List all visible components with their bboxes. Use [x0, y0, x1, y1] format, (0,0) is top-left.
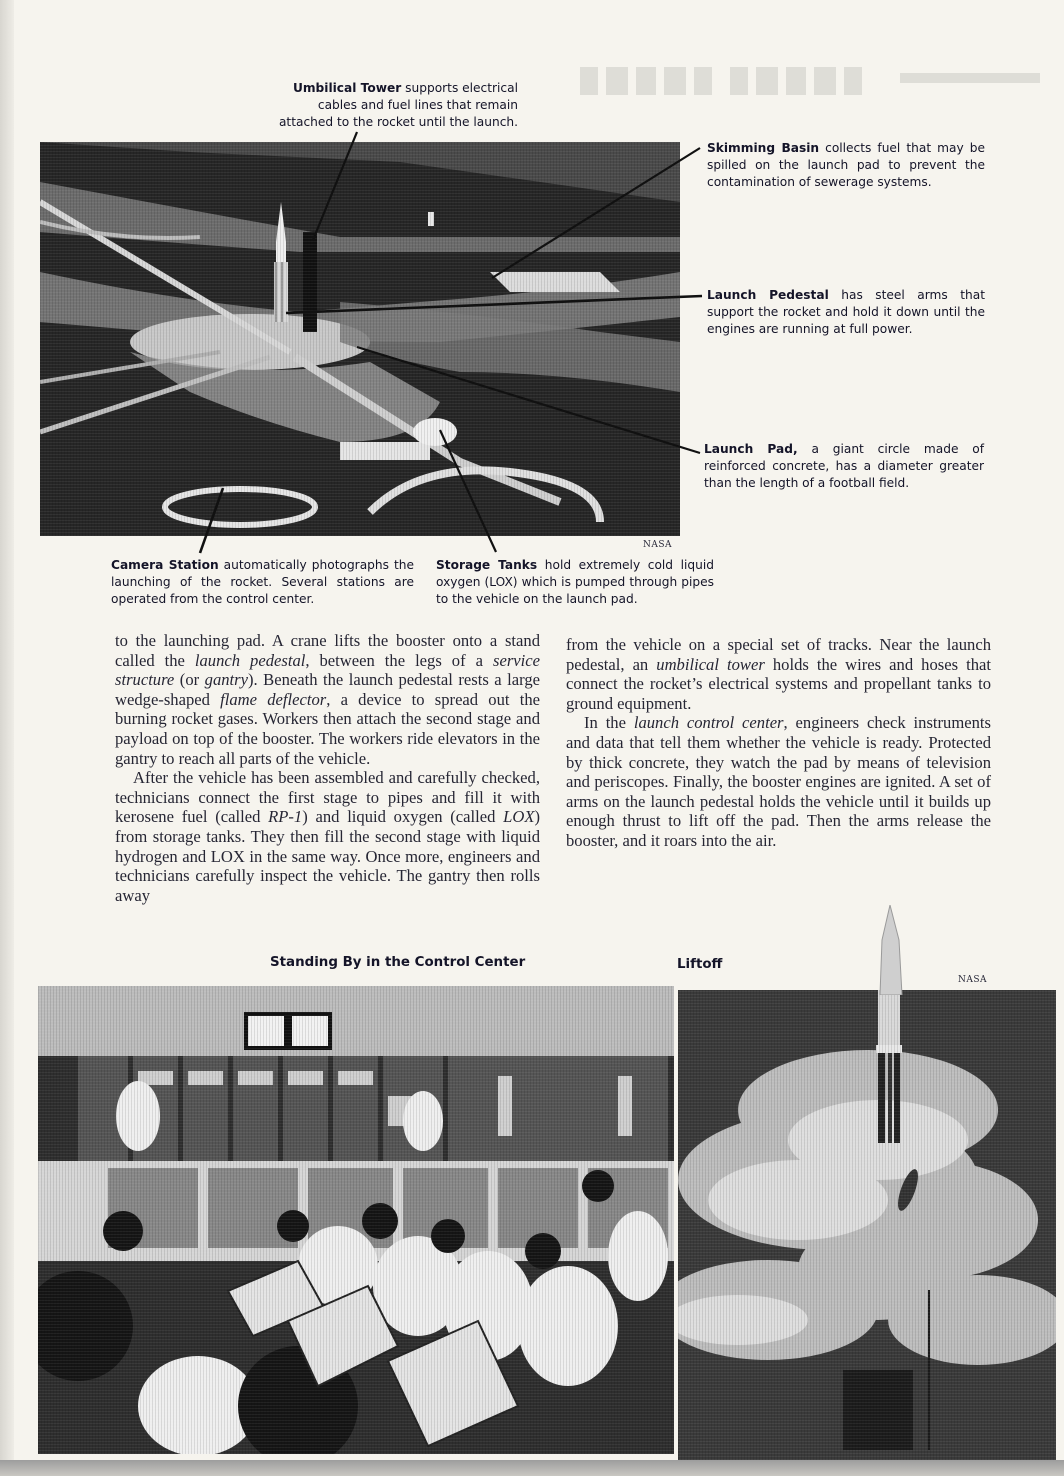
text-run: , a device to spread out the burning rocket gases. Workers then attach the second stage and payload on top of the booster. The workers ride elevators in the gantry to reach all parts of the vehicle.: [115, 689, 540, 768]
callout-umbilical-tower: [262, 80, 518, 131]
liftoff-photo-credit: NASA: [958, 975, 988, 985]
callout-text: has steel arms that support the rocket and hold it down until the engines are running at full power.: [707, 288, 985, 336]
italic-term: service structure: [115, 650, 540, 690]
article-paragraph: [115, 631, 540, 768]
liftoff-photo-title: Liftoff: [677, 957, 723, 972]
italic-term: gantry: [204, 670, 248, 690]
text-run: After the vehicle has been assembled and carefully checked, technicians connect the first stage to pipes and fill it with kerosene fuel (called: [115, 768, 540, 827]
article-paragraph: [566, 713, 991, 850]
text-run: ) from storage tanks. They then fill the second stage with liquid hydrogen and LOX in the same way. Once more, engineers and technicians carefully inspect the vehicle. The gantry then rolls away: [115, 807, 541, 905]
callout-text: supports electrical cables and fuel lines that remain attached to the rocket until the launch.: [278, 81, 518, 129]
callout-term: Skimming Basin: [707, 141, 820, 155]
article-paragraph: [115, 768, 540, 905]
italic-term: flame deflector: [220, 689, 327, 709]
text-run: ) and liquid oxygen (called: [302, 807, 504, 827]
callout-text: collects fuel that may be spilled on the launch pad to prevent the contamination of sewerage systems.: [707, 141, 985, 189]
callout-term: Storage Tanks: [436, 558, 538, 572]
callout-text: a giant circle made of reinforced concrete, has a diameter greater than the length of a football field.: [704, 442, 985, 490]
callout-text: hold extremely cold liquid oxygen (LOX) which is pumped through pipes to the vehicle on the launch pad.: [436, 558, 714, 606]
callout-camera-station: [111, 557, 414, 608]
italic-term: launch control center: [633, 713, 784, 733]
callout-term: Camera Station: [111, 558, 219, 572]
photo-credit: NASA: [643, 540, 673, 550]
callout-skimming-basin: [707, 140, 985, 191]
article-left-column: [115, 631, 540, 905]
text-run: (or: [174, 670, 205, 690]
italic-term: umbilical tower: [656, 654, 765, 674]
italic-term: LOX: [503, 807, 535, 827]
page-bottom-edge: [0, 1460, 1064, 1476]
text-run: from the vehicle on a special set of tracks. Near the launch pedestal, an: [566, 635, 991, 674]
control-center-photo-title: Standing By in the Control Center: [270, 955, 526, 970]
control-center-photo: [38, 986, 674, 1454]
page-binding-edge: [0, 0, 14, 1476]
article-paragraph: [566, 635, 991, 713]
callout-term: Umbilical Tower: [292, 81, 402, 95]
callout-storage-tanks: [436, 557, 714, 608]
liftoff-photo: [678, 990, 1056, 1460]
rocket-nose-overhang: [872, 905, 912, 995]
text-run: ). Beneath the launch pedestal rests a large wedge-shaped: [115, 670, 540, 709]
text-run: , engineers check instruments and data that tell them whether the vehicle is ready. Protected by thick concrete, they watch the pad by means of television and periscopes. Finally, the booster engines are ignited. A set of arms on the launch pedestal holds the vehicle until it builds up enough thrust to lift off the pad. Then the arms release the booster, and it roars into the air.: [566, 713, 991, 850]
text-run: , between the legs of a: [305, 650, 493, 670]
callout-text: automatically photographs the launching of the rocket. Several stations are operated from the control center.: [111, 558, 415, 606]
italic-term: RP-1: [268, 807, 303, 827]
reverse-page-showthrough: [570, 55, 1050, 105]
text-run: In the: [584, 713, 634, 733]
text-run: to the launching pad. A crane lifts the booster onto a stand called the: [115, 631, 540, 670]
callout-launch-pad: [704, 441, 984, 492]
callout-term: Launch Pad,: [704, 442, 798, 456]
launch-complex-aerial-photo: [40, 142, 680, 536]
text-run: holds the wires and hoses that connect the rocket’s electrical systems and propellant tanks to ground equipment.: [566, 654, 991, 713]
italic-term: launch pedestal: [194, 650, 306, 670]
callout-term: Launch Pedestal: [707, 288, 829, 302]
article-right-column: [566, 635, 991, 851]
callout-launch-pedestal: [707, 287, 985, 338]
